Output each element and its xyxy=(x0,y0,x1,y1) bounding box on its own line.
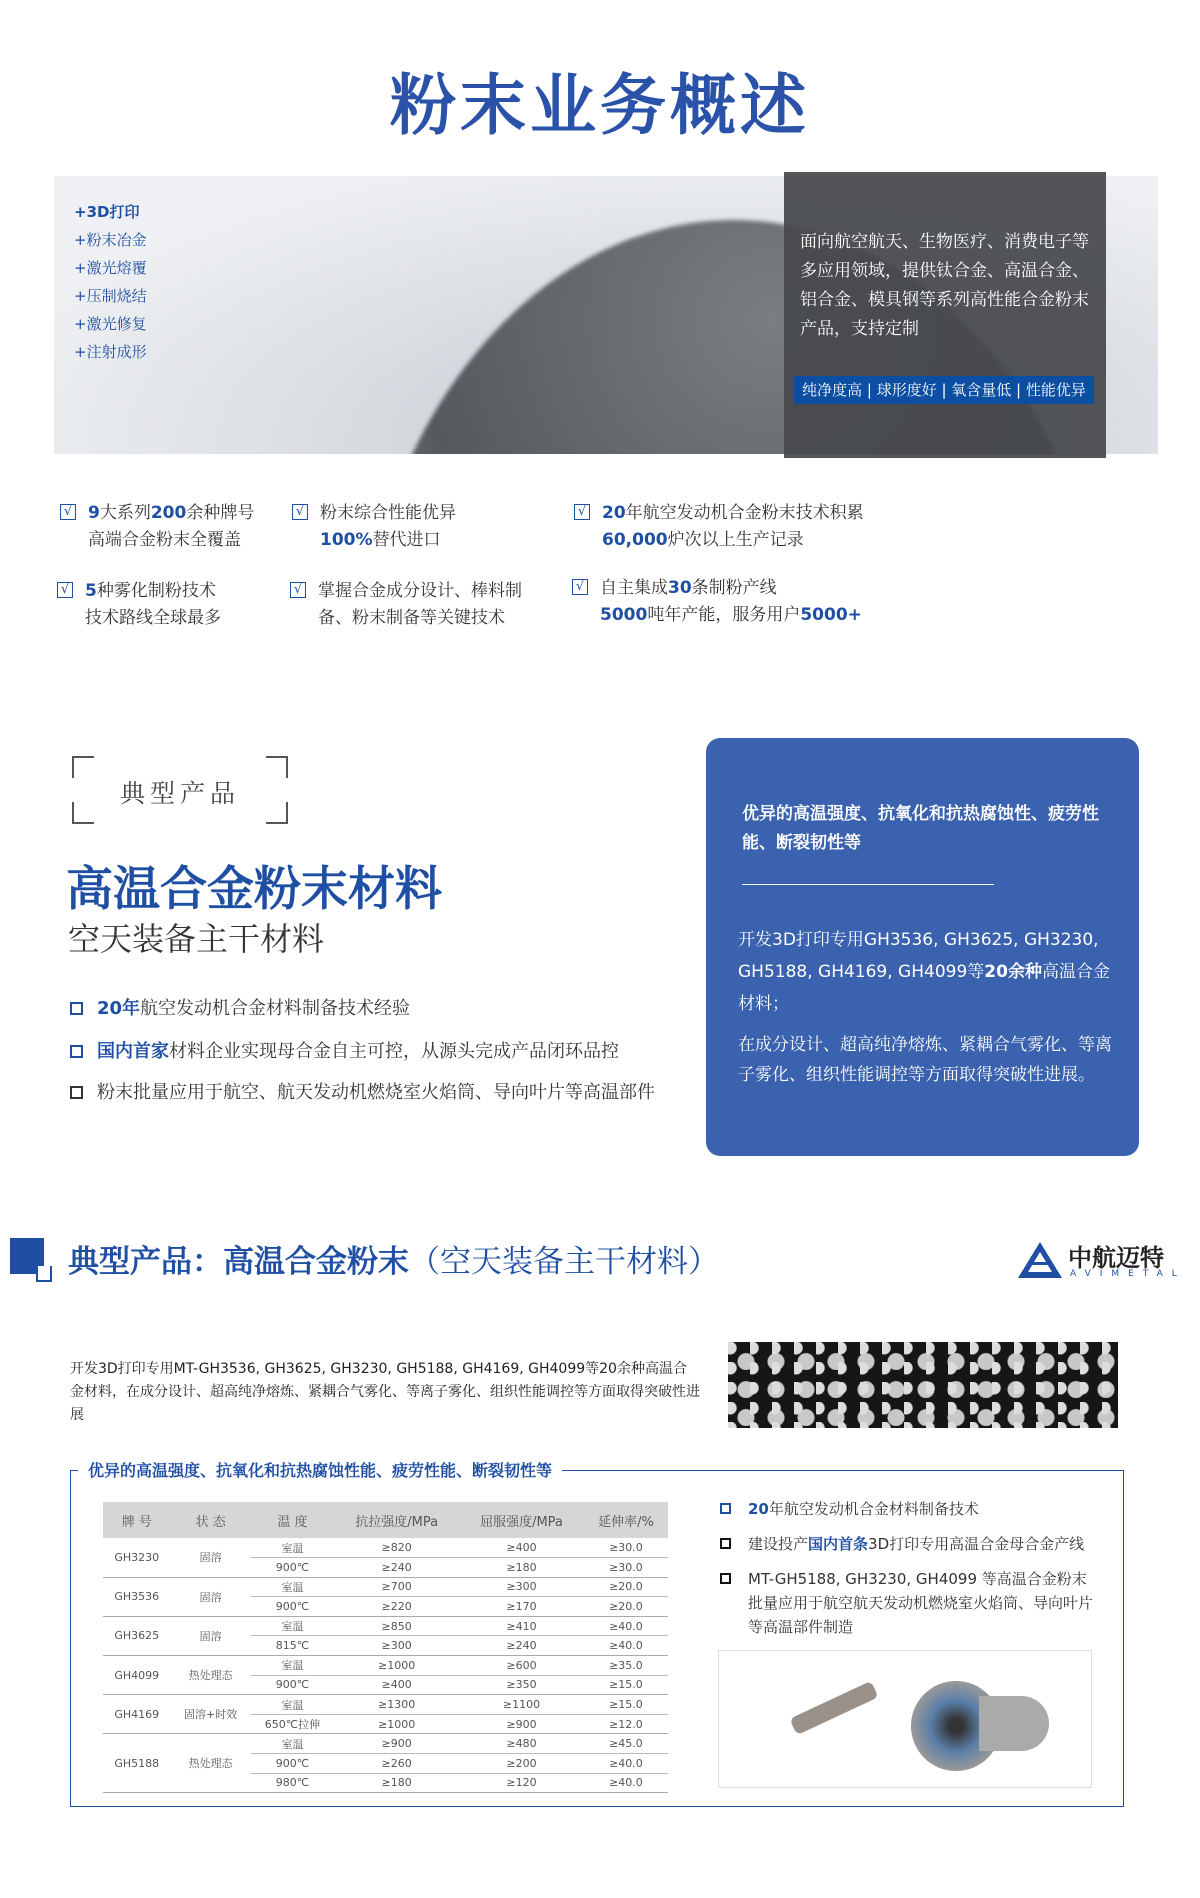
value-cell: ≥180 xyxy=(334,1773,459,1793)
grade-cell: GH3536 xyxy=(103,1577,171,1616)
value-cell: ≥240 xyxy=(334,1558,459,1578)
value-cell: 室温 xyxy=(251,1695,334,1715)
box-title: 优异的高温强度、抗氧化和抗热腐蚀性能、疲劳性能、断裂韧性等 xyxy=(78,1458,562,1481)
table-row xyxy=(103,1695,668,1715)
value-cell: ≥410 xyxy=(459,1616,584,1636)
powder-micrograph-image xyxy=(728,1342,1118,1428)
nozzle-part-icon xyxy=(789,1681,878,1735)
value-cell: ≥20.0 xyxy=(584,1597,668,1617)
value-cell: ≥40.0 xyxy=(584,1773,668,1793)
value-cell: 900℃ xyxy=(251,1675,334,1695)
section-label: 典型产品 xyxy=(119,779,240,808)
value-cell: ≥300 xyxy=(459,1577,584,1597)
value-cell: ≥480 xyxy=(459,1734,584,1754)
logo-subtext: AVIMETAL xyxy=(1070,1269,1186,1279)
value-cell: ≥1000 xyxy=(334,1714,459,1734)
value-cell: ≥200 xyxy=(459,1754,584,1774)
value-cell: ≥20.0 xyxy=(584,1577,668,1597)
grade-cell: GH5188 xyxy=(103,1734,171,1793)
table-header xyxy=(103,1502,668,1538)
grade-cell: GH3230 xyxy=(103,1538,171,1577)
highlight-card xyxy=(706,738,1139,1156)
value-cell: ≥820 xyxy=(334,1538,459,1558)
feature-item: √ 粉末综合性能优异 100%替代进口 xyxy=(320,500,456,554)
application-item: +激光修复 xyxy=(74,315,147,333)
feature-item: √ 5种雾化制粉技术 技术路线全球最多 xyxy=(85,578,221,632)
application-item: +压制烧结 xyxy=(74,287,147,305)
square-bullet-icon xyxy=(70,1086,83,1099)
description-text: 面向航空航天、生物医疗、消费电子等多应用领域，提供钛合金、高温合金、铝合金、模具钢等系列高性能合金粉末产品，支持定制 xyxy=(800,232,1089,339)
value-cell: ≥180 xyxy=(459,1558,584,1578)
value-cell: ≥850 xyxy=(334,1616,459,1636)
list-item: 建设投产国内首条3D打印专用高温合金母合金产线 xyxy=(748,1532,1084,1556)
value-cell: 室温 xyxy=(251,1538,334,1558)
list-item: MT-GH5188, GH3230, GH4099 等高温合金粉末批量应用于航空航天发动机燃烧室火焰筒、导向叶片等高温部件制造 xyxy=(748,1567,1098,1639)
value-cell: ≥45.0 xyxy=(584,1734,668,1754)
value-cell: ≥120 xyxy=(459,1773,584,1793)
value-cell: ≥300 xyxy=(334,1636,459,1656)
value-cell: ≥400 xyxy=(459,1538,584,1558)
value-cell: ≥900 xyxy=(334,1734,459,1754)
check-icon: √ xyxy=(60,504,76,520)
properties-table xyxy=(103,1502,668,1793)
value-cell: 900℃ xyxy=(251,1754,334,1774)
state-cell: 固溶 xyxy=(171,1538,251,1577)
card-divider xyxy=(742,884,994,885)
square-bullet-icon xyxy=(720,1538,731,1549)
value-cell: 815℃ xyxy=(251,1636,334,1656)
intro-paragraph: 开发3D打印专用MT-GH3536, GH3625, GH3230, GH5188, GH4169, GH4099等20余种高温合金材料，在成分设计、超高纯净熔炼、紧耦合气雾化、等离子雾化、组织性能调控等方面取得突破性进展 xyxy=(70,1361,700,1423)
column-header: 状 态 xyxy=(171,1502,251,1538)
engine-parts-image xyxy=(718,1650,1092,1788)
value-cell: ≥240 xyxy=(459,1636,584,1656)
logo-mark-icon xyxy=(1018,1242,1062,1278)
value-cell: 900℃ xyxy=(251,1597,334,1617)
column-header: 牌 号 xyxy=(103,1502,171,1538)
value-cell: 980℃ xyxy=(251,1773,334,1793)
check-icon: √ xyxy=(292,504,308,520)
application-item: +3D打印 xyxy=(74,203,140,221)
value-cell: ≥1300 xyxy=(334,1695,459,1715)
state-cell: 固溶+时效 xyxy=(171,1695,251,1734)
bullet-item: 20年航空发动机合金材料制备技术经验 xyxy=(70,994,410,1020)
value-cell: ≥15.0 xyxy=(584,1695,668,1715)
check-icon: √ xyxy=(57,582,73,598)
company-logo xyxy=(1018,1240,1188,1284)
list-item: 20年航空发动机合金材料制备技术 xyxy=(748,1497,979,1521)
square-bullet-icon xyxy=(70,1002,83,1015)
column-header: 温 度 xyxy=(251,1502,334,1538)
feature-item: √ 20年航空发动机合金粉末技术积累 60,000炉次以上生产记录 xyxy=(602,500,864,554)
section-subheading: 空天装备主干材料 xyxy=(68,920,325,958)
value-cell: 室温 xyxy=(251,1656,334,1676)
value-cell: 650℃拉伸 xyxy=(251,1714,334,1734)
feature-tags: 纯净度高 | 球形度好 | 氧含量低 | 性能优异 xyxy=(794,376,1094,404)
application-list xyxy=(74,198,147,366)
state-cell: 固溶 xyxy=(171,1616,251,1655)
check-icon: √ xyxy=(290,582,306,598)
table-row xyxy=(103,1577,668,1597)
value-cell: ≥30.0 xyxy=(584,1558,668,1578)
value-cell: 室温 xyxy=(251,1616,334,1636)
marker-corner-icon xyxy=(36,1266,52,1282)
table-row xyxy=(103,1538,668,1558)
value-cell: ≥15.0 xyxy=(584,1675,668,1695)
state-cell: 热处理态 xyxy=(171,1656,251,1695)
value-cell: ≥700 xyxy=(334,1577,459,1597)
application-item: +粉末冶金 xyxy=(74,231,147,249)
value-cell: ≥35.0 xyxy=(584,1656,668,1676)
feature-item: √ 9大系列200余种牌号 高端合金粉末全覆盖 xyxy=(88,500,254,554)
application-item: +激光熔覆 xyxy=(74,259,147,277)
value-cell: 900℃ xyxy=(251,1558,334,1578)
column-header: 抗拉强度/MPa xyxy=(334,1502,459,1538)
state-cell: 热处理态 xyxy=(171,1734,251,1793)
column-header: 延伸率/% xyxy=(584,1502,668,1538)
bullet-item: 粉末批量应用于航空、航天发动机燃烧室火焰筒、导向叶片等高温部件 xyxy=(70,1078,655,1104)
value-cell: ≥600 xyxy=(459,1656,584,1676)
section-heading: 典型产品：高温合金粉末（空天装备主干材料） xyxy=(68,1244,719,1280)
logo-text: 中航迈特 xyxy=(1068,1244,1164,1272)
table-row xyxy=(103,1734,668,1754)
card-paragraph: 在成分设计、超高纯净熔炼、紧耦合气雾化、等离子雾化、组织性能调控等方面取得突破性进展。 xyxy=(738,1035,1112,1085)
square-bullet-icon xyxy=(720,1573,731,1584)
square-bullet-icon xyxy=(720,1503,731,1514)
value-cell: ≥30.0 xyxy=(584,1538,668,1558)
value-cell: ≥40.0 xyxy=(584,1616,668,1636)
page-title: 粉末业务概述 xyxy=(390,67,810,144)
label-bracket-box xyxy=(72,756,288,824)
value-cell: ≥900 xyxy=(459,1714,584,1734)
value-cell: ≥260 xyxy=(334,1754,459,1774)
value-cell: ≥170 xyxy=(459,1597,584,1617)
value-cell: ≥220 xyxy=(334,1597,459,1617)
grade-cell: GH4169 xyxy=(103,1695,171,1734)
value-cell: ≥40.0 xyxy=(584,1636,668,1656)
value-cell: ≥1000 xyxy=(334,1656,459,1676)
value-cell: ≥350 xyxy=(459,1675,584,1695)
table-row xyxy=(103,1656,668,1676)
value-cell: ≥400 xyxy=(334,1675,459,1695)
application-item: +注射成形 xyxy=(74,343,147,361)
card-title: 优异的高温强度、抗氧化和抗热腐蚀性、疲劳性能、断裂韧性等 xyxy=(742,804,1099,853)
value-cell: ≥12.0 xyxy=(584,1714,668,1734)
bullet-item: 国内首家材料企业实现母合金自主可控，从源头完成产品闭环品控 xyxy=(70,1037,619,1063)
check-icon: √ xyxy=(574,504,590,520)
feature-item: √ 自主集成30条制粉产线 5000吨年产能，服务用户5000+ xyxy=(600,575,862,629)
grade-cell: GH3625 xyxy=(103,1616,171,1655)
feature-item: √ 掌握合金成分设计、棒料制 备、粉末制备等关键技术 xyxy=(318,578,522,632)
column-header: 屈服强度/MPa xyxy=(459,1502,584,1538)
description-panel xyxy=(784,172,1106,458)
state-cell: 固溶 xyxy=(171,1577,251,1616)
table-row xyxy=(103,1616,668,1636)
value-cell: ≥1100 xyxy=(459,1695,584,1715)
value-cell: 室温 xyxy=(251,1577,334,1597)
section-heading: 高温合金粉末材料 xyxy=(66,862,442,917)
grade-cell: GH4099 xyxy=(103,1656,171,1695)
card-paragraph: 开发3D打印专用GH3536, GH3625, GH3230, GH5188, GH4169, GH4099等20余种高温合金材料； xyxy=(738,930,1110,1014)
engine-core-icon xyxy=(979,1696,1049,1751)
value-cell: 室温 xyxy=(251,1734,334,1754)
square-bullet-icon xyxy=(70,1045,83,1058)
value-cell: ≥40.0 xyxy=(584,1754,668,1774)
check-icon: √ xyxy=(572,579,588,595)
